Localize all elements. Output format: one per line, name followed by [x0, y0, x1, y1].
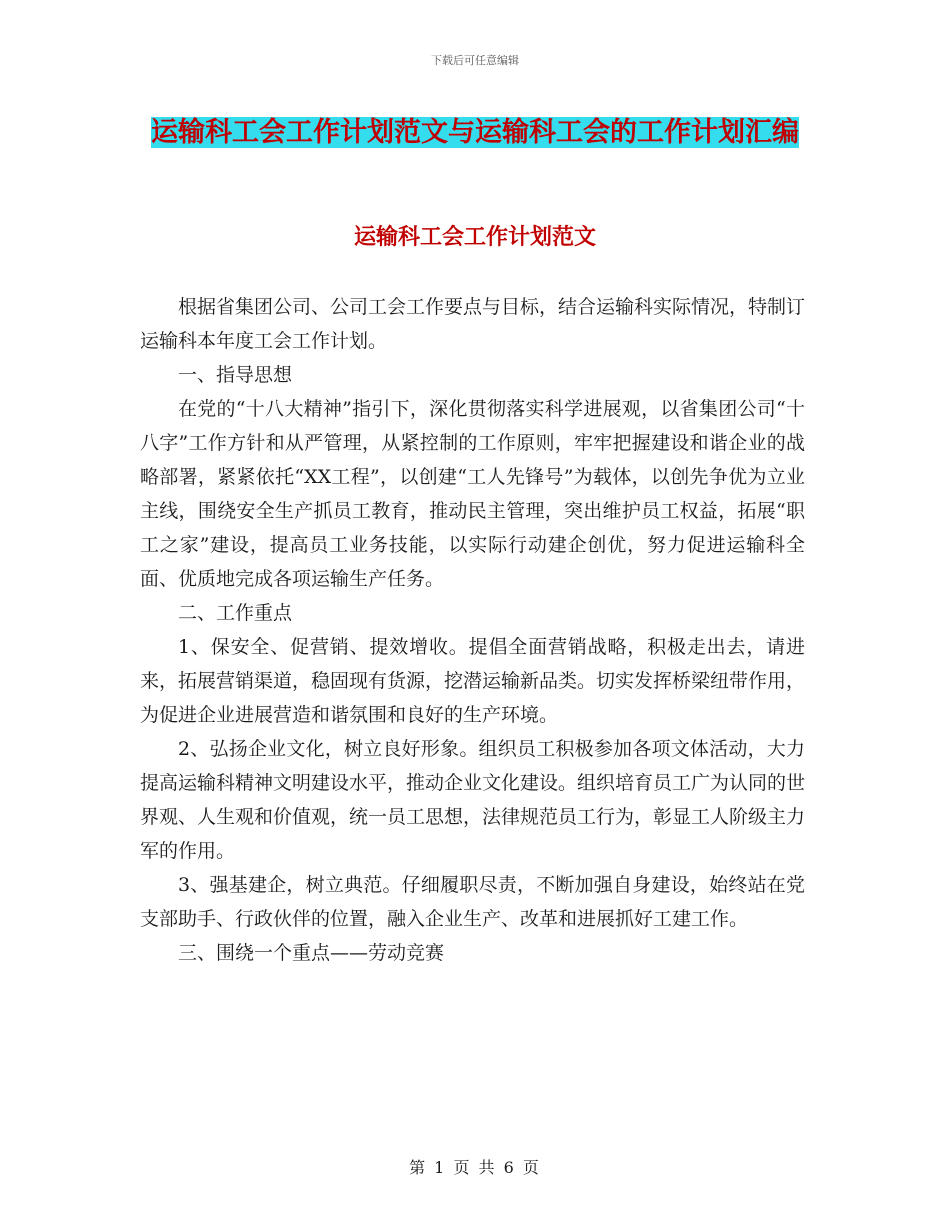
- section-title: 运输科工会工作计划范文: [353, 225, 596, 250]
- document-title-text: 运输科工会工作计划范文与运输科工会的工作计划汇编: [151, 117, 799, 148]
- paragraph: 一、指导思想: [178, 364, 293, 386]
- paragraph: 1、保安全、促营销、提效增收。提倡全面营销战略，积极走出去，请进来，拓展营销渠道，稳固现有货源，挖潜运输新品类。切实发挥桥梁纽带作用，为促进企业进展营造和谐氛围和良好的生产环境。: [140, 636, 806, 726]
- paragraph: 3、强基建企，树立典范。仔细履职尽责，不断加强自身建设，始终站在党支部助手、行政伙伴的位置，融入企业生产、改革和进展抓好工建工作。: [140, 874, 805, 930]
- paragraph: 在党的“十八大精神”指引下，深化贯彻落实科学进展观，以省集团公司“十八字”工作方针和从严管理，从紧控制的工作原则，牢牢把握建设和谐企业的战略部署，紧紧依托“XX工程”，以创建“工人先锋号”为载体，以创先争优为立业主线，围绕安全生产抓员工教育，推动民主管理，突出维护员工权益，拓展“职工之家”建设，提高员工业务技能，以实际行动建企创优，努力促进运输科全面、优质地完成各项运输生产任务。: [140, 398, 805, 590]
- paragraph: 2、弘扬企业文化，树立良好形象。组织员工积极参加各项文体活动，大力提高运输科精神文明建设水平，推动企业文化建设。组织培育员工广为认同的世界观、人生观和价值观，统一员工思想，法律规范员工行为，彰显工人阶级主力军的作用。: [140, 738, 806, 862]
- document-body: [140, 290, 805, 970]
- page-footer: 第 1 页 共 6 页: [409, 1158, 541, 1177]
- document-title: [140, 110, 810, 156]
- header-note: 下载后可任意编辑: [431, 54, 519, 67]
- paragraph: 二、工作重点: [178, 602, 293, 624]
- paragraph: 三、围绕一个重点——劳动竞赛: [178, 942, 445, 964]
- paragraph: 根据省集团公司、公司工会工作要点与目标，结合运输科实际情况，特制订运输科本年度工会工作计划。: [140, 296, 806, 352]
